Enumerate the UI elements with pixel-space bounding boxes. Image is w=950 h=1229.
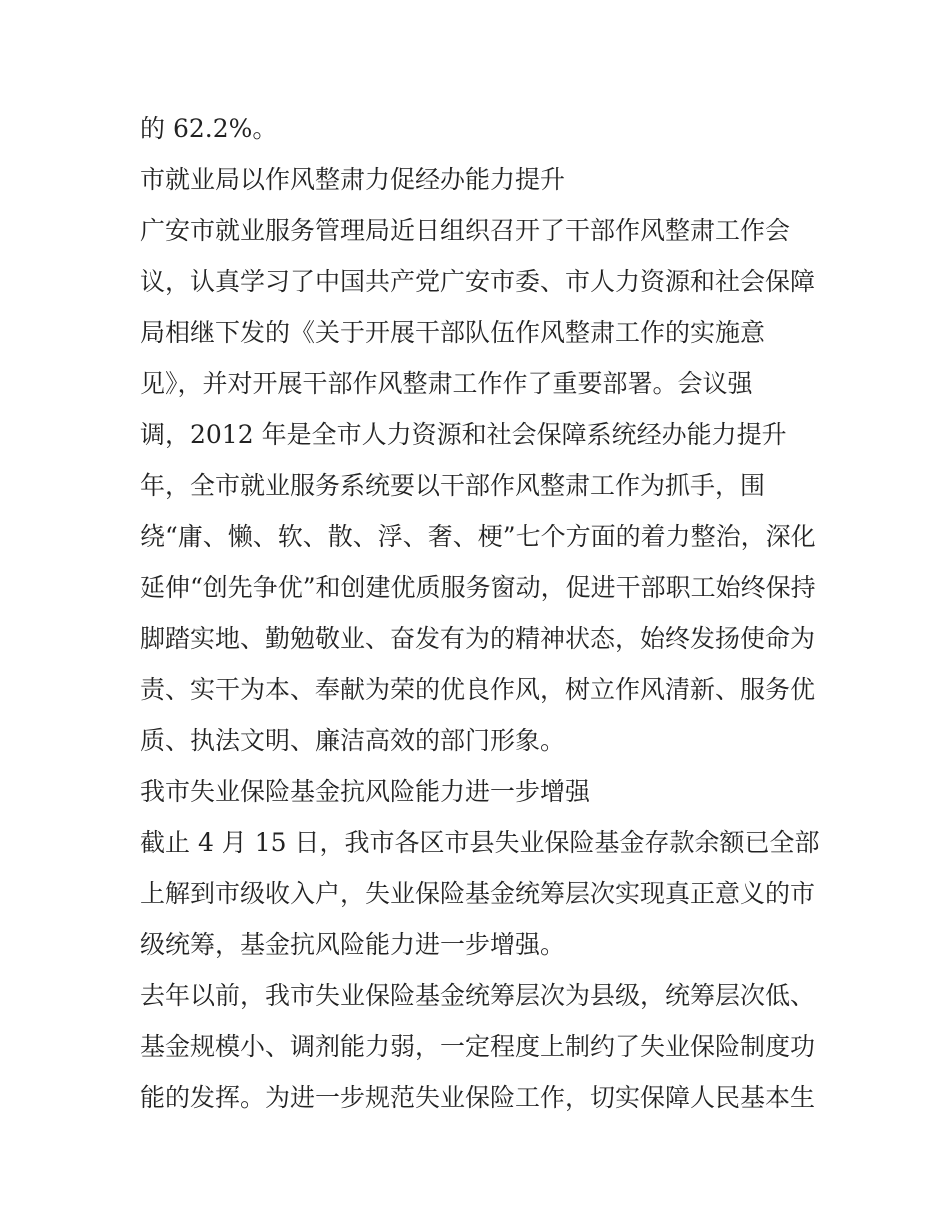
text-line: 绕“庸、懒、软、散、浮、奢、梗”七个方面的着力整治，深化 bbox=[140, 522, 816, 551]
document-body bbox=[140, 103, 820, 1123]
text-line: 截止 4 月 15 日，我市各区市县失业保险基金存款余额已全部 bbox=[140, 828, 820, 857]
text-line: 的 62.2%。 bbox=[140, 114, 278, 143]
text-line: 广安市就业服务管理局近日组织召开了干部作风整肃工作会 bbox=[140, 216, 791, 245]
text-line: 延伸“创先争优”和创建优质服务窗动，促进干部职工始终保持 bbox=[140, 573, 816, 602]
text-line: 议，认真学习了中国共产党广安市委、市人力资源和社会保障 bbox=[140, 267, 816, 296]
text-line: 局相继下发的《关于开展干部队伍作风整肃工作的实施意 bbox=[140, 318, 766, 347]
text-line: 脚踏实地、勤勉敬业、奋发有为的精神状态，始终发扬使命为 bbox=[140, 624, 816, 653]
text-line: 调，2012 年是全市人力资源和社会保障系统经办能力提升 bbox=[140, 420, 787, 449]
text-line: 质、执法文明、廉洁高效的部门形象。 bbox=[140, 726, 566, 755]
section-heading: 我市失业保险基金抗风险能力进一步增强 bbox=[140, 777, 591, 806]
text-line: 基金规模小、调剂能力弱，一定程度上制约了失业保险制度功 bbox=[140, 1032, 816, 1061]
text-line: 年，全市就业服务系统要以干部作风整肃工作为抓手，围 bbox=[140, 471, 766, 500]
text-line: 去年以前，我市失业保险基金统筹层次为县级，统筹层次低、 bbox=[140, 981, 816, 1010]
text-line: 上解到市级收入户，失业保险基金统筹层次实现真正意义的市 bbox=[140, 879, 816, 908]
text-line: 责、实干为本、奉献为荣的优良作风，树立作风清新、服务优 bbox=[140, 675, 816, 704]
section-heading: 市就业局以作风整肃力促经办能力提升 bbox=[140, 165, 566, 194]
text-line: 级统筹，基金抗风险能力进一步增强。 bbox=[140, 930, 566, 959]
text-line: 能的发挥。为进一步规范失业保险工作，切实保障人民基本生 bbox=[140, 1083, 816, 1112]
text-line: 见》，并对开展干部作风整肃工作作了重要部署。会议强 bbox=[140, 369, 753, 398]
